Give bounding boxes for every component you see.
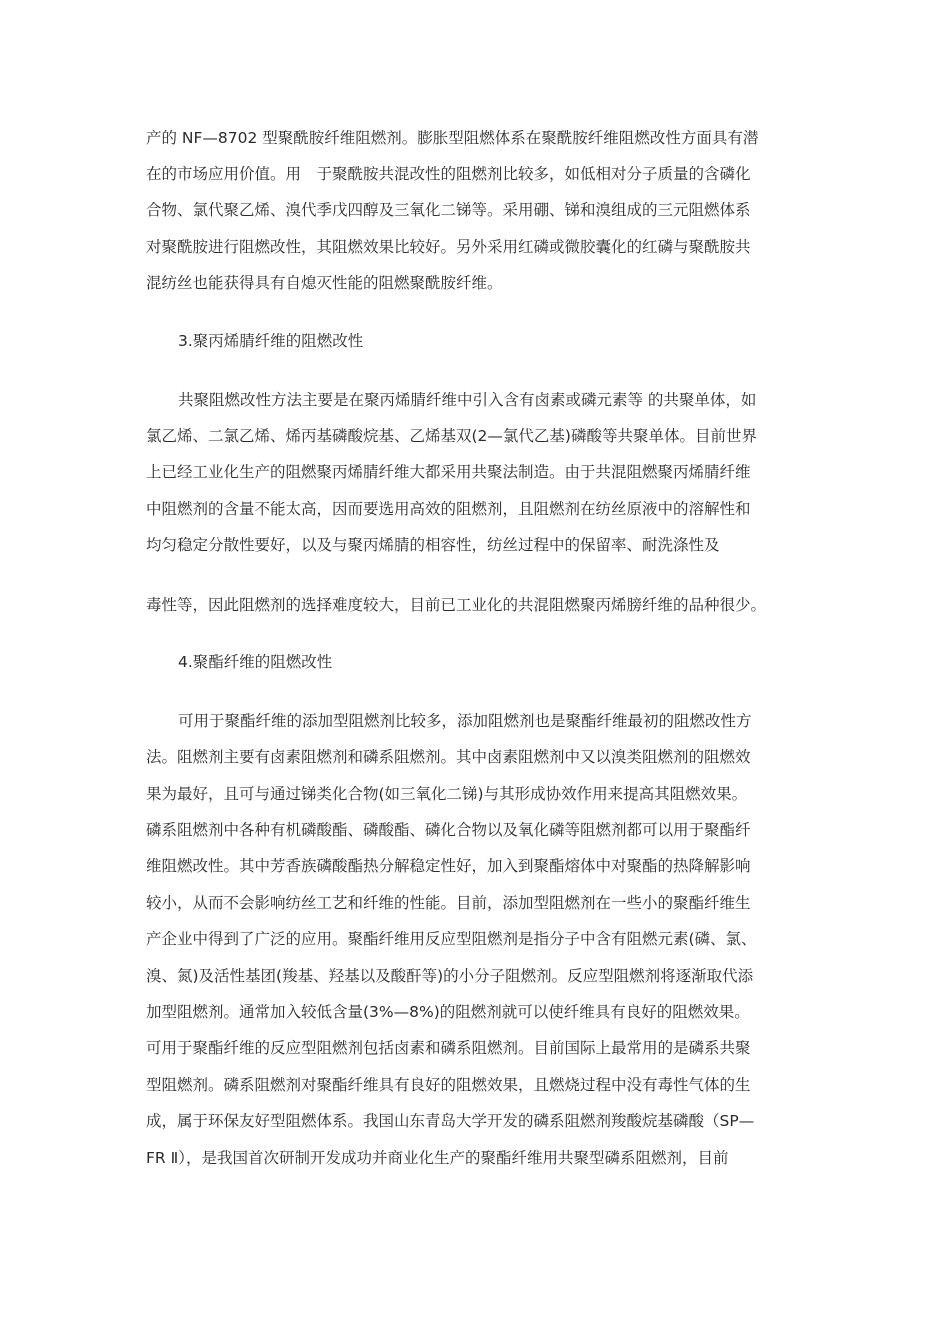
paragraph-line: 可用于聚酯纤维的添加型阻燃剂比较多，添加阻燃剂也是聚酯纤维最初的阻燃改性方 [178,712,752,730]
paragraph-line: 上已经工业化生产的阻燃聚丙烯腈纤维大都采用共聚法制造。由于共混阻燃聚丙烯腈纤维 [146,463,751,481]
paragraph-line: 成，属于环保友好型阻燃体系。我国山东青岛大学开发的磷系阻燃剂羧酸烷基磷酸（SP— [146,1112,755,1130]
paragraph-line: 型阻燃剂。磷系阻燃剂对聚酯纤维具有良好的阻燃效果，且燃烧过程中没有毒性气体的生 [146,1076,751,1094]
paragraph-line: 果为最好，且可与通过锑类化合物(如三氧化二锑)与其形成协效作用来提高其阻燃效果。 [146,785,748,803]
paragraph-line: 中阻燃剂的含量不能太高，因而要选用高效的阻燃剂，且阻燃剂在纺丝原液中的溶解性和 [146,500,751,518]
paragraph-line: 加型阻燃剂。通常加入较低含量(3%—8%)的阻燃剂就可以使纤维具有良好的阻燃效果。 [146,1003,750,1021]
paragraph-line: 可用于聚酯纤维的反应型阻燃剂包括卤素和磷系阻燃剂。目前国际上最常用的是磷系共聚 [146,1039,751,1057]
paragraph-line: 较小，从而不会影响纺丝工艺和纤维的性能。目前，添加型阻燃剂在一些小的聚酯纤维生 [146,894,751,912]
paragraph-line: 氯乙烯、二氯乙烯、烯丙基磷酸烷基、乙烯基双(2—氯代乙基)磷酸等共聚单体。目前世界 [146,427,757,445]
paragraph-line: 产企业中得到了广泛的应用。聚酯纤维用反应型阻燃剂是指分子中含有阻燃元素(磷、氯、 [146,930,757,948]
paragraph-line: 产的 NF—8702 型聚酰胺纤维阻燃剂。膨胀型阻燃体系在聚酰胺纤维阻燃改性方面具有潜 [146,129,759,147]
paragraph-line: FR Ⅱ），是我国首次研制开发成功并商业化生产的聚酯纤维用共聚型磷系阻燃剂，目前 [146,1149,729,1167]
section-heading: 3.聚丙烯腈纤维的阻燃改性 [178,332,364,350]
paragraph-line: 混纺丝也能获得具有自熄灭性能的阻燃聚酰胺纤维。 [146,274,503,292]
paragraph-line: 维阻燃改性。其中芳香族磷酸酯热分解稳定性好，加入到聚酯熔体中对聚酯的热降解影响 [146,857,751,875]
paragraph-line: 对聚酰胺进行阻燃改性，其阻燃效果比较好。另外采用红磷或微胶囊化的红磷与聚酰胺共 [146,238,751,256]
paragraph-line: 均匀稳定分散性要好，以及与聚丙烯腈的相容性，纺丝过程中的保留率、耐洗涤性及 [146,536,720,554]
paragraph-line: 法。阻燃剂主要有卤素阻燃剂和磷系阻燃剂。其中卤素阻燃剂中又以溴类阻燃剂的阻燃效 [146,748,751,766]
paragraph-line: 溴、氮)及活性基团(羧基、羟基以及酸酐等)的小分子阻燃剂。反应型阻燃剂将逐渐取代添 [146,967,754,985]
paragraph-line: 毒性等，因此阻燃剂的选择难度较大，目前已工业化的共混阻燃聚丙烯膀纤维的品种很少。 [146,596,767,614]
section-heading: 4.聚酯纤维的阻燃改性 [178,653,333,671]
paragraph-line: 在的市场应用价值。用 于聚酰胺共混改性的阻燃剂比较多，如低相对分子质量的含磷化 [146,165,751,183]
paragraph-line: 合物、氯代聚乙烯、溴代季戊四醇及三氧化二锑等。采用硼、锑和溴组成的三元阻燃体系 [146,201,751,219]
paragraph-line: 磷系阻燃剂中各种有机磷酸酯、磷酸酯、磷化合物以及氧化磷等阻燃剂都可以用于聚酯纤 [146,821,751,839]
paragraph-line: 共聚阻燃改性方法主要是在聚丙烯腈纤维中引入含有卤素或磷元素等 的共聚单体，如 [178,391,757,409]
